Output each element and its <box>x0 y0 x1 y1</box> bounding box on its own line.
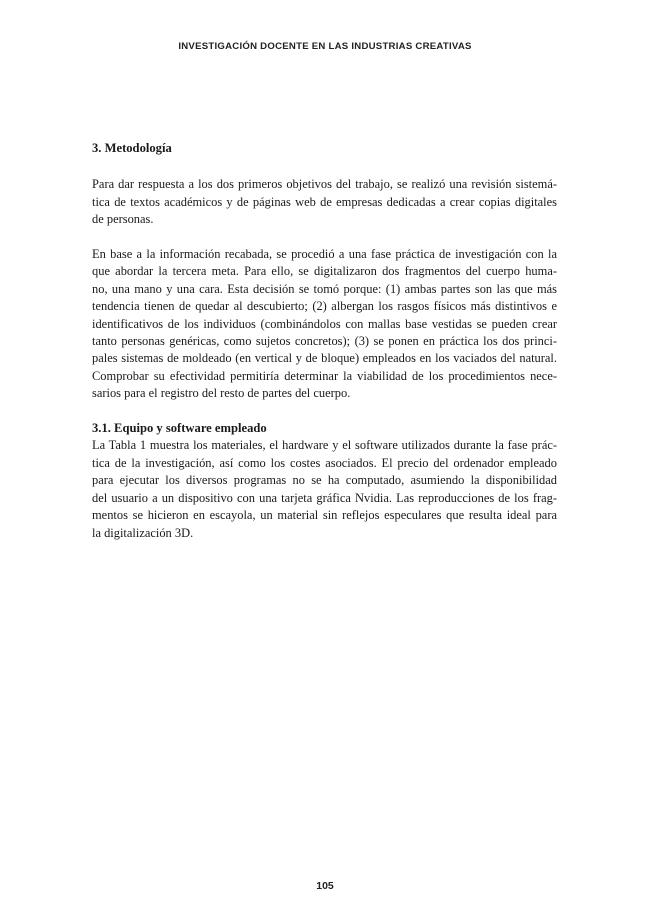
paragraph <box>92 176 557 228</box>
running-header: INVESTIGACIÓN DOCENTE EN LAS INDUSTRIAS CREATIVAS <box>178 41 472 52</box>
text-line: tica de textos académicos y de páginas web de empresas dedicadas a crear copias digitales <box>92 194 557 209</box>
text-line: pales sistemas de moldeado (en vertical y de bloque) empleados en los vaciados del natural. <box>92 351 557 366</box>
page-body <box>92 140 557 559</box>
paragraph <box>92 246 557 403</box>
page-number: 105 <box>316 880 334 892</box>
text-line: Para dar respuesta a los dos primeros objetivos del trabajo, se realizó una revisión sistemá- <box>92 177 557 192</box>
section-heading: 3. Metodología <box>92 141 172 155</box>
text-line: del usuario a un dispositivo con una tarjeta gráfica Nvidia. Las reproducciones de los frag- <box>92 490 557 505</box>
text-line: de personas. <box>92 212 154 227</box>
text-line: mentos se hicieron en escayola, un material sin reflejos especulares que resulta ideal para <box>92 508 557 523</box>
text-line: En base a la información recabada, se procedió a una fase práctica de investigación con la <box>92 247 557 262</box>
text-line: tanto personas genéricas, como sujetos concretos); (3) se ponen en práctica los dos princi- <box>92 334 557 349</box>
paragraph <box>92 437 557 541</box>
text-line: la digitalización 3D. <box>92 525 194 540</box>
text-line: sarios para el registro del resto de partes del cuerpo. <box>92 386 351 401</box>
text-line: Comprobar su efectividad permitiría determinar la viabilidad de los procedimientos nece- <box>92 368 557 383</box>
text-line: no, una mano y una cara. Esta decisión se tomó porque: (1) ambas partes son las que más <box>92 281 557 296</box>
text-line: que abordar la tercera meta. Para ello, se digitalizaron dos fragmentos del cuerpo huma- <box>92 264 557 279</box>
text-line: identificativos de los individuos (combinándolos con mallas base vestidas se pueden crear <box>92 316 557 331</box>
text-line: tica de la investigación, así como los costes asociados. El precio del ordenador empleado <box>92 455 557 470</box>
text-line: La Tabla 1 muestra los materiales, el hardware y el software utilizados durante la fase prác- <box>92 438 557 453</box>
text-line: para ejecutar los diversos programas no se ha computado, asumiendo la disponibilidad <box>92 473 557 488</box>
text-line: tendencia tienen de quedar al descubierto; (2) albergan los rasgos físicos más distintivos e <box>92 299 557 314</box>
subsection-heading: 3.1. Equipo y software empleado <box>92 421 267 436</box>
